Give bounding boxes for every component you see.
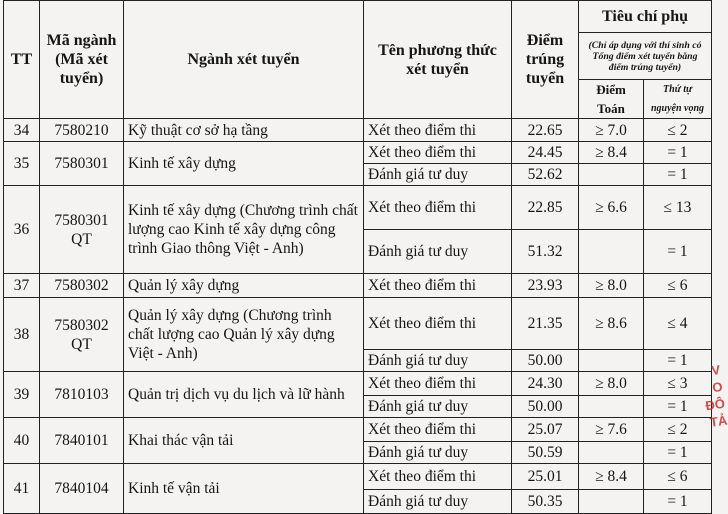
cell-tt: 40 (4, 418, 40, 464)
cell-method: Đánh giá tư duy (364, 442, 512, 464)
cell-score: 50.59 (512, 442, 579, 464)
cell-major-code: 7840104 (40, 464, 124, 514)
stamp-text: O (711, 378, 724, 396)
header-criteria-title: Tiêu chí phụ (602, 8, 688, 25)
cell-major-name: Kinh tế vận tải (124, 464, 364, 514)
cell-major-code: 7580210 (40, 119, 124, 142)
cell-priority-criterion: ≤ 3 (644, 372, 712, 396)
cell-priority-criterion: ≤ 13 (644, 186, 712, 230)
cell-tt: 39 (4, 372, 40, 418)
cell-method: Xét theo điểm thi (364, 418, 512, 442)
cell-math-criterion: ≥ 8.0 (579, 274, 644, 298)
table-row (4, 186, 712, 230)
cell-method: Xét theo điểm thi (364, 142, 512, 164)
cell-major-name: Khai thác vận tải (124, 418, 364, 464)
cell-major-name: Kinh tế xây dựng (124, 142, 364, 186)
table-row (4, 418, 712, 442)
cell-tt: 35 (4, 142, 40, 186)
cell-score: 25.07 (512, 418, 579, 442)
header-score: Điểm trúng tuyển (512, 1, 579, 119)
cell-method: Đánh giá tư duy (364, 230, 512, 274)
cell-math-criterion: ≥ 8.6 (579, 298, 644, 350)
cell-tt: 34 (4, 119, 40, 142)
cell-method: Xét theo điểm thi (364, 119, 512, 142)
cell-score: 50.00 (512, 396, 579, 418)
table-row (4, 119, 712, 142)
cell-priority-criterion: ≤ 6 (644, 274, 712, 298)
cell-score: 24.30 (512, 372, 579, 396)
cell-score: 24.45 (512, 142, 579, 164)
cell-math-criterion: ≥ 8.4 (579, 464, 644, 490)
header-major-code: Mã ngành (Mã xét tuyển) (40, 1, 124, 119)
cell-priority-criterion: = 1 (644, 490, 712, 514)
cell-method: Đánh giá tư duy (364, 350, 512, 372)
table-row (4, 372, 712, 396)
table-row (4, 142, 712, 164)
cell-major-code: 7580301 (40, 142, 124, 186)
cell-method: Xét theo điểm thi (364, 464, 512, 490)
stamp-text: V (710, 362, 722, 379)
admission-score-table (3, 0, 712, 514)
cell-tt: 41 (4, 464, 40, 514)
cell-priority-criterion: = 1 (644, 164, 712, 186)
cell-math-criterion: ≥ 8.0 (579, 372, 644, 396)
cell-math-criterion (579, 164, 644, 186)
header-tt: TT (4, 1, 40, 119)
cell-major-code: 7580302 (40, 274, 124, 298)
cell-priority-criterion: ≤ 6 (644, 464, 712, 490)
cell-major-code: 7810103 (40, 372, 124, 418)
table-row (4, 274, 712, 298)
cell-major-name: Kinh tế xây dựng (Chương trình chất lượng cao Kinh tế xây dựng công trình Giao thông Việt - Anh) (124, 186, 364, 274)
cell-major-name: Quản lý xây dựng (Chương trình chất lượng cao Quản lý xây dựng Việt - Anh) (124, 298, 364, 372)
cell-major-code: 7840101 (40, 418, 124, 464)
table-row (4, 298, 712, 350)
header-criteria (579, 1, 712, 33)
cell-math-criterion (579, 442, 644, 464)
cell-score: 52.62 (512, 164, 579, 186)
cell-priority-criterion: = 1 (644, 142, 712, 164)
cell-tt: 38 (4, 298, 40, 372)
cell-priority-criterion: = 1 (644, 396, 712, 418)
cell-method: Đánh giá tư duy (364, 396, 512, 418)
table-row (4, 464, 712, 490)
cell-priority-criterion: ≤ 2 (644, 119, 712, 142)
cell-score: 22.85 (512, 186, 579, 230)
cell-priority-criterion: ≤ 2 (644, 418, 712, 442)
cell-method: Xét theo điểm thi (364, 274, 512, 298)
cell-major-code: 7580302 QT (40, 298, 124, 372)
header-math: Điểm Toán (579, 80, 644, 119)
stamp-text: TẢ (708, 412, 728, 430)
cell-score: 23.93 (512, 274, 579, 298)
cell-priority-criterion: = 1 (644, 350, 712, 372)
cell-score: 22.65 (512, 119, 579, 142)
cell-score: 25.01 (512, 464, 579, 490)
header-criteria-note: (Chỉ áp dụng với thí sinh có Tổng điểm xét tuyển bằng điểm trúng tuyển) (579, 33, 712, 80)
cell-method: Đánh giá tư duy (364, 490, 512, 514)
cell-method: Xét theo điểm thi (364, 186, 512, 230)
cell-math-criterion (579, 490, 644, 514)
cell-method: Xét theo điểm thi (364, 372, 512, 396)
cell-score: 50.35 (512, 490, 579, 514)
cell-major-name: Kỹ thuật cơ sở hạ tầng (124, 119, 364, 142)
cell-method: Đánh giá tư duy (364, 164, 512, 186)
cell-priority-criterion: = 1 (644, 230, 712, 274)
cell-score: 50.00 (512, 350, 579, 372)
cell-math-criterion (579, 350, 644, 372)
cell-math-criterion: ≥ 7.6 (579, 418, 644, 442)
cell-method: Xét theo điểm thi (364, 298, 512, 350)
cell-math-criterion: ≥ 6.6 (579, 186, 644, 230)
cell-tt: 37 (4, 274, 40, 298)
cell-major-name: Quản trị dịch vụ du lịch và lữ hành (124, 372, 364, 418)
cell-tt: 36 (4, 186, 40, 274)
cell-math-criterion: ≥ 8.4 (579, 142, 644, 164)
cell-math-criterion (579, 396, 644, 418)
cell-math-criterion (579, 230, 644, 274)
header-method: Tên phương thức xét tuyển (364, 1, 512, 119)
cell-math-criterion: ≥ 7.0 (579, 119, 644, 142)
table-header (4, 1, 712, 119)
cell-priority-criterion: = 1 (644, 442, 712, 464)
stamp-text: ĐÔ (704, 395, 726, 414)
cell-score: 51.32 (512, 230, 579, 274)
table-body (4, 119, 712, 514)
cell-score: 21.35 (512, 298, 579, 350)
header-major-name: Ngành xét tuyển (124, 1, 364, 119)
cell-major-name: Quản lý xây dựng (124, 274, 364, 298)
cell-priority-criterion: ≤ 4 (644, 298, 712, 350)
cell-major-code: 7580301 QT (40, 186, 124, 274)
header-priority: Thứ tự nguyện vọng (644, 80, 712, 119)
